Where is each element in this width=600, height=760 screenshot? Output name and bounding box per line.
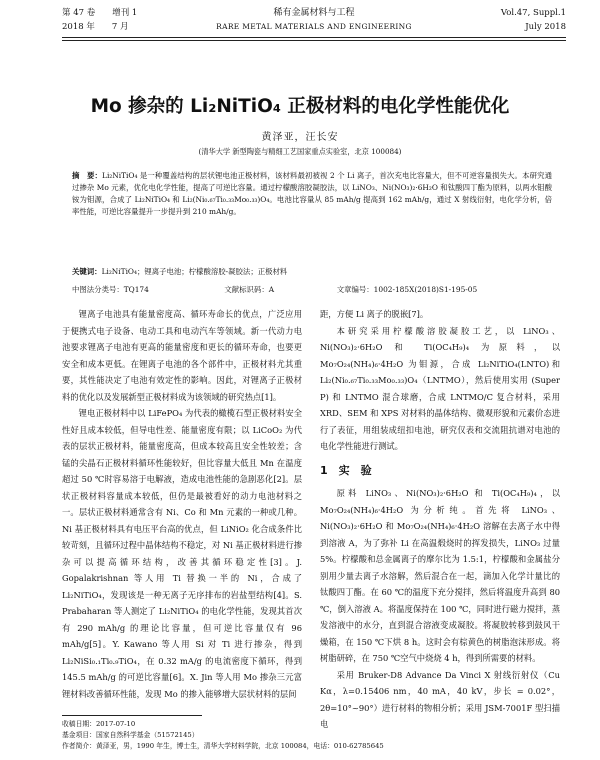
body-right-column (320, 306, 560, 729)
keywords-text: Li₂NiTiO₄；锂离子电池；柠檬酸溶胶-凝胶法；正极材料 (101, 267, 288, 276)
paper-authors: 黄泽亚，汪长安 (261, 132, 339, 143)
header-volume-en (501, 6, 566, 34)
footnote-fund: 基金项目：国家自然科学基金（51572145） (62, 731, 199, 739)
abstract (72, 170, 552, 218)
body-left-column (62, 306, 302, 699)
header-volume: 第 47 卷 增刊 1 (62, 8, 138, 18)
header-date-cn: 2018 年 7 月 (62, 22, 129, 32)
running-header (62, 6, 566, 46)
keywords-label: 关键词： (72, 267, 102, 276)
paper-affiliation: (清华大学 新型陶瓷与精细工艺国家重点实验室，北京 100084) (198, 147, 402, 156)
intro-paragraph-2: 锂电正极材料中以 LiFePO₄ 为代表的橄榄石型正极材料安全性好且成本较低，但导电性差、能量密度有限；以 LiCoO₂ 为代表的层状正极材料，能量密度高，但成本较高且安全性较差；含锰的尖晶石正极材料循环性能较好，但比容量大低且 Mn 在温度超过 50 ℃时容易溶于电解液，造成电池性能的急剧恶化[2]。层状正极材料容量成本较低，但仍是最被看好的动力电池材料之一。层状正极材料通常含有 Ni、Co 和 Mn 元素的一种或几种。Ni 基正极材料具有电压平台高的优点，但 LiNiO₂ 化合成条件比较苛刻，且循环过程中晶体结构不稳定，对 Ni 基正极材料进行掺杂可以提高循环结构，改善其循环稳定性[3]。J. Gopalakrishnan 等人用 Ti 替换一半的 Ni，合成了 Li₂NiTiO₄，发现该是一种无离子无序排布的岩盐型结构[4]。S. Prabaharan 等人测定了 Li₂NiTiO₄ 的电化学性能，发现其首次有 290 mAh/g 的理论比容量，但可逆比容量仅有 96 mAh/g[5]。Y. Kawano 等人用 Si 对 Ti 进行掺杂，得到 Li₂NiSi₀.₁Ti₀.₉TiO₄，在 0.32 mA/g 的电流密度下循环，得到 145.5 mAh/g 的可逆比容量[6]。X. Jin 等人用 Mo 掺杂三元富锂材料改善循环性能，发现 Mo 的掺入能够增大层状材料的层间 (62, 408, 302, 699)
abstract-text: Li₂NiTiO₄ 是一种覆盖结构的层状锂电池正极材料，该材料最初被视 2 个 Li 离子，首次充电比容量大，但不可逆容量损失大。本研究通过掺杂 Mo 元素，优化电化学性能，提高了可逆比容量。通过柠檬酸溶胶凝胶法，以 LiNO₃、Ni(NO₃)₂·6H₂O 和钛酸四丁酯为原料，以两水钼酸铵为钼源，合成了 Li₂NiTiO₄ 和 Li₂(Ni₀.₆₇Ti₀.₃₃Mo₀.₃₃)O₄。电池比容量从 85 mAh/g 提高到 162 mAh/g，通过 X 射线衍射，电化学分析，倍率性能，可逆比容量提升一步提升到 210 mAh/g。 (72, 171, 552, 216)
paper-title: Mo 掺杂的 Li₂NiTiO₄ 正极材料的电化学性能优化 (90, 96, 510, 117)
journal-name-en: RARE METAL MATERIALS AND ENGINEERING (216, 22, 412, 31)
document-code: 文献标识码：A (224, 285, 275, 294)
intro-continuation: 距，方便 Li 离子的脱嵌[7]。 (320, 309, 429, 319)
experiment-paragraph-2: 采用 Bruker-D8 Advance Da Vinci X 射线衍射仪（Cu Kα，λ=0.15406 nm，40 mA，40 kV，步长 = 0.02°，2θ=10°~90°）进行材料的物相分析；采用 JSM-7001F 型扫描电 (320, 669, 560, 729)
footnote (62, 719, 552, 752)
section-heading-experiment: 1 实 验 (320, 463, 372, 477)
experiment-paragraph-1: 原料 LiNO₃、Ni(NO₃)₂·6H₂O 和 Ti(OC₄H₉)₄，以 Mo₇O₂₄(NH₄)₆·4H₂O 为分析纯。首先将 LiNO₃、Ni(NO₃)₂·6H₂O 和 Mo₇O₂₄(NH₄)₆·4H₂O 溶解在去离子水中得到溶液 A，为了弥补 Li 在高温煅烧时的挥发损失，LiNO₃ 过量 5%。柠檬酸和总金属离子的摩尔比为 1.5:1，柠檬酸和金属盐分别用少量去离子水溶解，然后混合在一起，滴加入化学计量比的钛酸四丁酯。在 60 ℃的温度下充分搅拌，然后将温度升高到 80 ℃，倒入溶液 A。将温度保持在 100 ℃，同时进行磁力搅拌，蒸发溶液中的水分，直到混合溶液变成凝胶。将凝胶转移到鼓风干燥箱，在 150 ℃下烘 8 h。这时会有棕黄色的树脂泡沫形成。将树脂研碎，在 750 ℃空气中烧烧 4 h，得到所需要的材料。 (320, 488, 560, 663)
clc-number: 中图法分类号：TQ174 (72, 285, 149, 294)
classification-line (72, 284, 552, 295)
article-number: 文章编号：1002-185X(2018)S1-195-05 (336, 285, 478, 294)
header-rule-thick (62, 37, 566, 38)
footnote-author: 作者简介：黄泽亚，男，1990 年生，博士生，清华大学材料学院，北京 100084，电话：010-62785645 (62, 742, 384, 750)
footnote-rule (62, 715, 202, 716)
intro-paragraph-1: 锂离子电池具有能量密度高、循环寿命长的优点，广泛应用于便携式电子设备、电动工具和电动汽车等领域。新一代动力电池要求锂离子电池有更高的能量密度和更长的循环寿命，也要更安全和成本更低。在锂离子电池的各个部件中，正极材料尤其重要，其性能决定了电池有效定性的影响。因此，对锂离子正极材料的优化以及发展新型正极材料成为该领域的研究热点[1]。 (62, 309, 302, 402)
header-date-en: July 2018 (525, 22, 566, 32)
header-rule-thin (62, 40, 566, 41)
intro-paragraph-3: 本研究采用柠檬酸溶胶凝胶工艺，以 LiNO₃、Ni(NO₃)₂·6H₂O 和 Ti(OC₄H₉)₄ 为原料，以 Mo₇O₂₄(NH₄)₆·4H₂O 为钼源，合成 Li₂NiTiO₄(LNTO)和 Li₂(Ni₀.₆₇Ti₀.₃₃Mo₀.₃₃)O₄（LNTMO），然后使用实用 (Super P) 和 LNTMO 混合球磨，合成 LNTMO/C 复合材料，采用 XRD、SEM 和 XPS 对材料的晶体结构、微观形貌和元素价态进行了表征，用组装成纽扣电池，研究仅表和交流阻抗谱对电池的电化学性能进行测试。 (320, 325, 560, 451)
journal-name-cn: 稀有金属材料与工程 (273, 8, 355, 18)
abstract-label: 摘 要： (72, 171, 103, 180)
keywords (72, 266, 552, 277)
header-vol-en: Vol.47, Suppl.1 (500, 8, 566, 18)
footnote-received: 收稿日期：2017-07-10 (62, 720, 136, 728)
header-journal (62, 6, 566, 34)
